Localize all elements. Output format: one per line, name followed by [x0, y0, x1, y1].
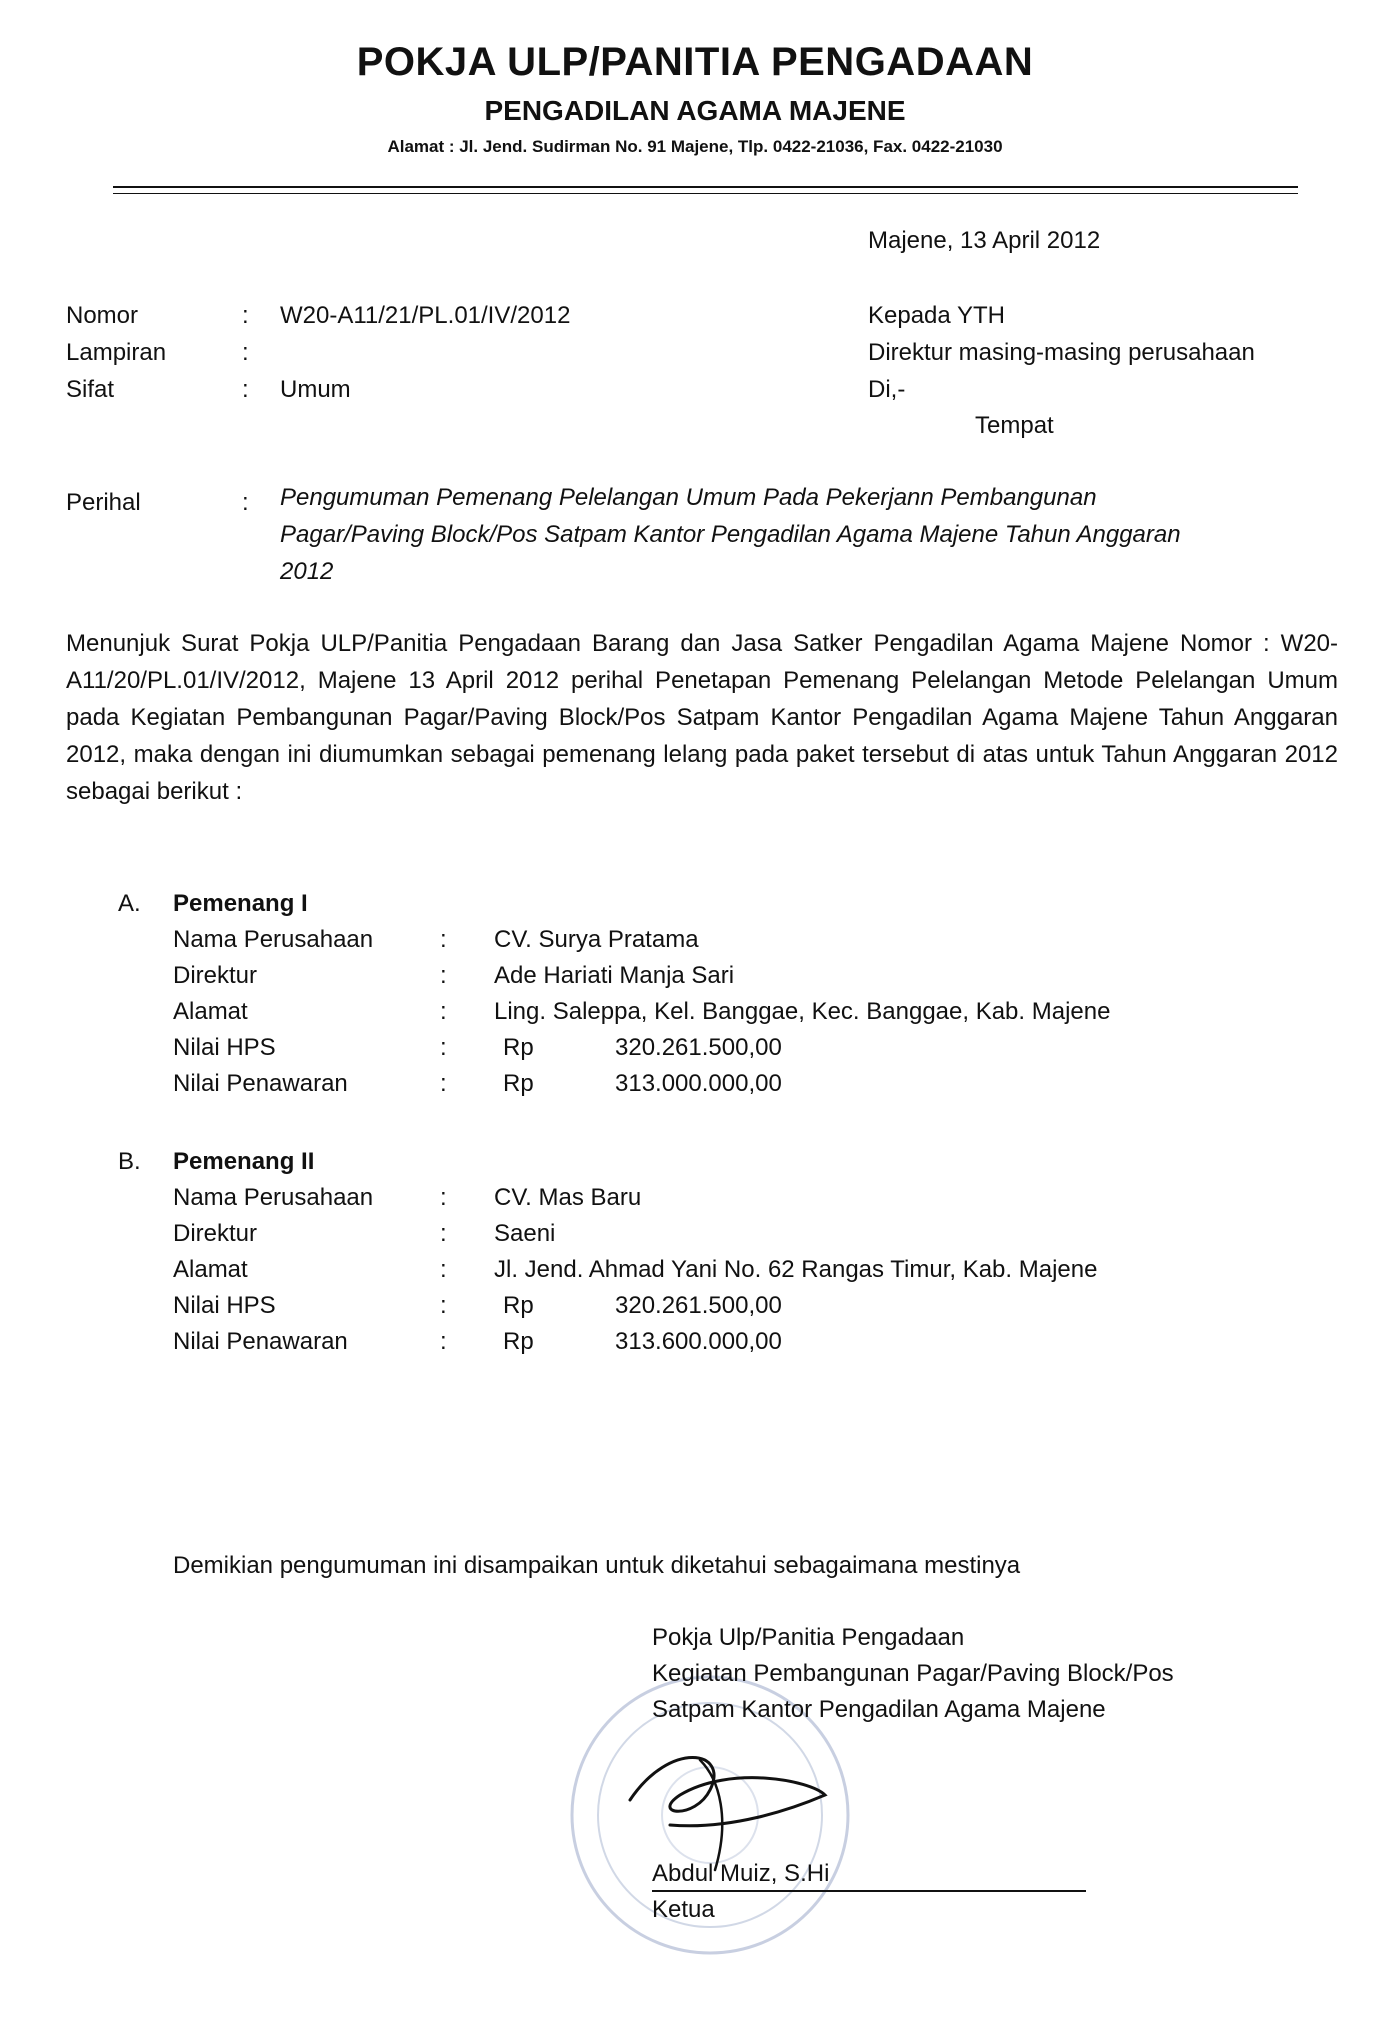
signature-line: Kegiatan Pembangunan Pagar/Paving Block/Pos [652, 1660, 1174, 1687]
meta-label-lampiran: Lampiran [66, 339, 167, 366]
winner-label: Nama Perusahaan [173, 926, 374, 953]
meta-label-nomor: Nomor [66, 302, 139, 329]
recipient-line: Di,- [868, 376, 906, 403]
winner-currency: Rp [503, 1328, 534, 1355]
winner-label: Alamat [173, 998, 248, 1025]
winner-title: Pemenang I [173, 890, 308, 917]
winner-colon: : [440, 1328, 447, 1355]
winner-amount: 313.000.000,00 [615, 1070, 782, 1097]
winner-colon: : [440, 1184, 447, 1211]
winner-colon: : [440, 926, 447, 953]
perihal-colon: : [242, 489, 249, 516]
body-paragraph: Menunjuk Surat Pokja ULP/Panitia Pengadaan Barang dan Jasa Satker Pengadilan Agama Majene Nomor : W20-A11/20/PL.01/IV/2012, Majene 13 April 2012 perihal Penetapan Pemenang Pelelangan Metode Pelelangan Umum pada Kegiatan Pembangunan Pagar/Paving Block/Pos Satpam Kantor Pengadilan Agama Majene Tahun Anggaran 2012, maka dengan ini diumumkan sebagai pemenang lelang pada paket tersebut di atas untuk Tahun Anggaran 2012 sebagai berikut : [66, 630, 1338, 805]
signature-scribble-icon [610, 1720, 840, 1880]
winner-value: CV. Surya Pratama [494, 926, 699, 953]
winner-colon: : [440, 962, 447, 989]
winner-value: Ling. Saleppa, Kel. Banggae, Kec. Banggae, Kab. Majene [494, 998, 1111, 1025]
meta-colon: : [242, 302, 249, 329]
signature-line: Satpam Kantor Pengadilan Agama Majene [652, 1696, 1106, 1723]
winner-amount: 313.600.000,00 [615, 1328, 782, 1355]
winner-currency: Rp [503, 1292, 534, 1319]
recipient-line: Tempat [975, 412, 1054, 439]
winner-value: Ade Hariati Manja Sari [494, 962, 735, 989]
winner-currency: Rp [503, 1070, 534, 1097]
perihal-label: Perihal [66, 489, 141, 516]
recipient-line: Kepada YTH [868, 302, 1005, 329]
winner-colon: : [440, 1220, 447, 1247]
perihal-line: 2012 [280, 558, 334, 585]
letterhead-divider [113, 186, 1298, 188]
winner-colon: : [440, 1070, 447, 1097]
winner-label: Alamat [173, 1256, 248, 1283]
perihal-line: Pengumuman Pemenang Pelelangan Umum Pada Pekerjann Pembangunan [280, 484, 1097, 511]
winner-label: Nilai HPS [173, 1292, 276, 1319]
winner-currency: Rp [503, 1034, 534, 1061]
signatory-position: Ketua [652, 1896, 715, 1923]
meta-colon: : [242, 339, 249, 366]
perihal-line: Pagar/Paving Block/Pos Satpam Kantor Pengadilan Agama Majene Tahun Anggaran [280, 521, 1181, 548]
recipient-line: Direktur masing-masing perusahaan [868, 339, 1255, 366]
letterhead-address: Alamat : Jl. Jend. Sudirman No. 91 Majene, Tlp. 0422-21036, Fax. 0422-21030 [387, 137, 1003, 156]
closing-sentence: Demikian pengumuman ini disampaikan untuk diketahui sebagaimana mestinya [173, 1552, 1021, 1579]
winner-title: Pemenang II [173, 1148, 315, 1175]
signature-underline [652, 1890, 1086, 1892]
winner-label: Nilai HPS [173, 1034, 276, 1061]
winner-amount: 320.261.500,00 [615, 1034, 782, 1061]
meta-label-sifat: Sifat [66, 376, 115, 403]
winner-colon: : [440, 998, 447, 1025]
winner-label: Nilai Penawaran [173, 1328, 348, 1355]
winner-label: Direktur [173, 962, 258, 989]
winner-value: Saeni [494, 1220, 556, 1247]
signature-line: Pokja Ulp/Panitia Pengadaan [652, 1624, 965, 1651]
meta-value-sifat: Umum [280, 376, 351, 403]
letterhead-divider-thin [113, 193, 1298, 194]
winner-colon: : [440, 1034, 447, 1061]
signatory-name: Abdul Muiz, S.Hi [652, 1860, 830, 1887]
winner-colon: : [440, 1292, 447, 1319]
letterhead-court: PENGADILAN AGAMA MAJENE [484, 95, 906, 126]
winner-colon: : [440, 1256, 447, 1283]
winner-label: Nama Perusahaan [173, 1184, 374, 1211]
letterhead-org: POKJA ULP/PANITIA PENGADAAN [356, 40, 1034, 84]
winner-value: Jl. Jend. Ahmad Yani No. 62 Rangas Timur, Kab. Majene [494, 1256, 1098, 1283]
letter-date: Majene, 13 April 2012 [868, 227, 1101, 254]
winner-letter: A. [118, 890, 141, 917]
winner-amount: 320.261.500,00 [615, 1292, 782, 1319]
winner-value: CV. Mas Baru [494, 1184, 642, 1211]
winner-label: Nilai Penawaran [173, 1070, 348, 1097]
winner-label: Direktur [173, 1220, 258, 1247]
winner-letter: B. [118, 1148, 141, 1175]
meta-value-nomor: W20-A11/21/PL.01/IV/2012 [280, 302, 571, 329]
meta-colon: : [242, 376, 249, 403]
